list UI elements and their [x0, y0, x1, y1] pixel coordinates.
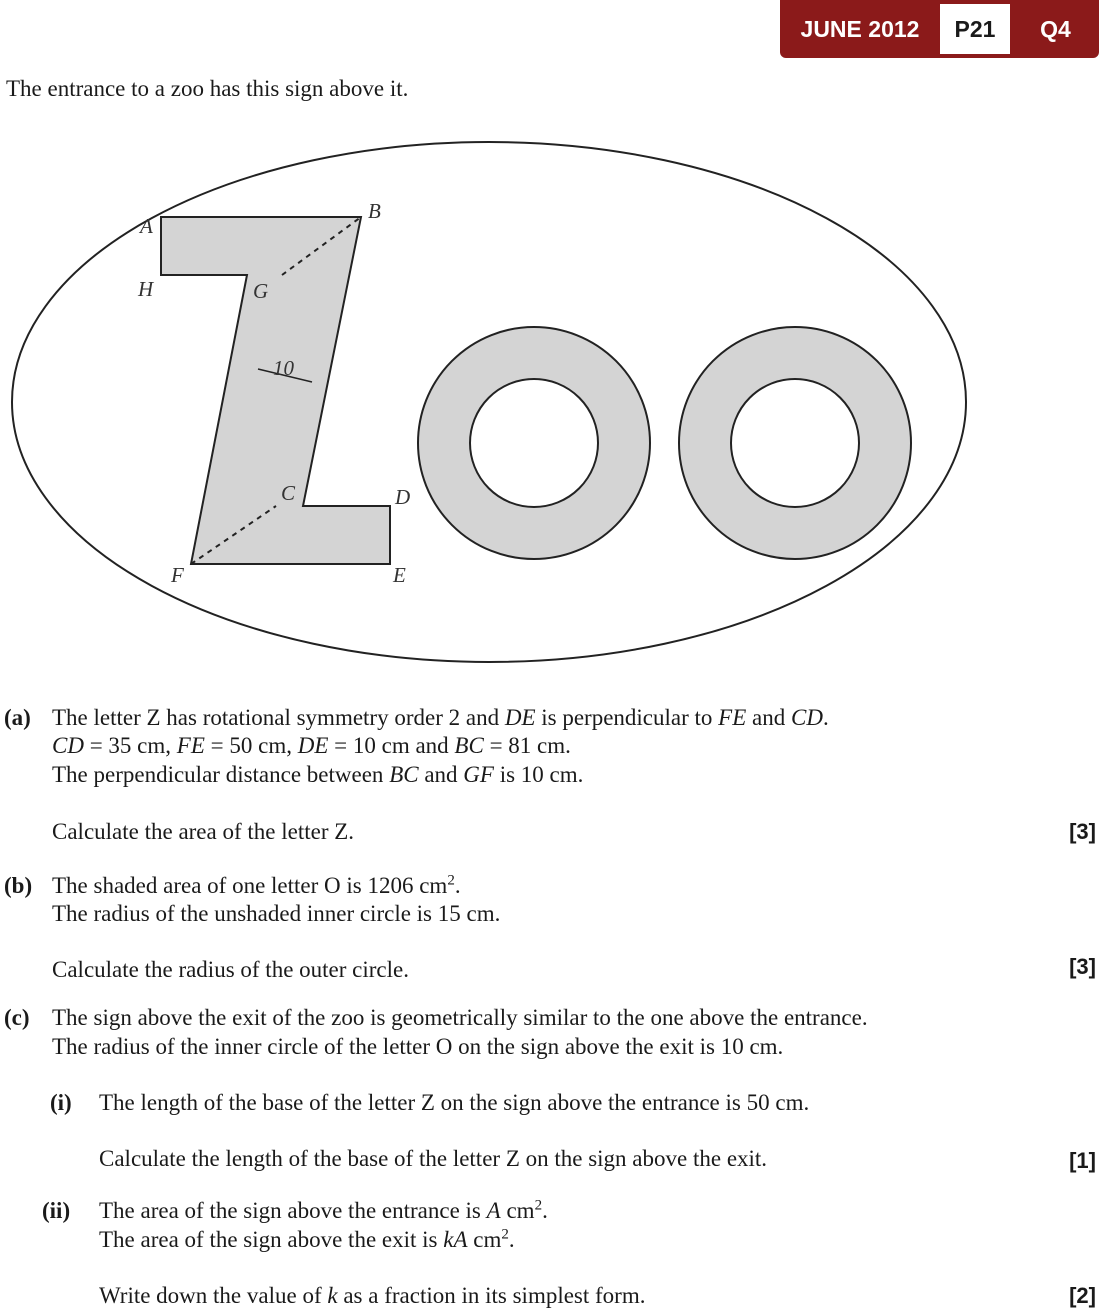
part-c-i-label: (i): [50, 1090, 72, 1115]
part-a-line-1: The letter Z has rotational symmetry order 2 and DE is perpendicular to FE and CD.: [52, 705, 829, 730]
part-c-ii-line-2: The area of the sign above the exit is kA $cm^2$.: [99, 1226, 515, 1252]
part-b-marks: [3]: [1069, 954, 1096, 979]
part-a-label: (a): [4, 705, 31, 730]
part-a-marks: [3]: [1069, 819, 1096, 844]
label-g: G: [253, 279, 269, 303]
part-b-label: (b): [4, 873, 33, 898]
part-a-line-2: CD = 35 cm, FE = 50 cm, DE = 10 cm and BC = 81 cm.: [52, 733, 571, 758]
part-c-label: (c): [4, 1005, 30, 1030]
part-c-i-marks: [1]: [1069, 1148, 1096, 1173]
paper-label: P21: [940, 4, 1010, 54]
label-e: E: [393, 563, 406, 587]
part-b-line-2: The radius of the unshaded inner circle is 15 cm.: [52, 901, 501, 926]
label-f: F: [171, 563, 184, 587]
label-b: B: [368, 199, 381, 223]
label-h: H: [138, 277, 154, 301]
intro-text: The entrance to a zoo has this sign above it.: [6, 76, 409, 101]
part-a-line-3: The perpendicular distance between BC and GF is 10 cm.: [52, 762, 584, 787]
part-c-ii-marks: [2]: [1069, 1283, 1096, 1308]
question-label: Q4: [1040, 16, 1071, 42]
letter-z: [161, 217, 390, 564]
part-c-ii-label: (ii): [42, 1198, 71, 1223]
letter-o-1: [418, 327, 650, 559]
label-d: D: [395, 485, 411, 509]
session-label: JUNE 2012: [800, 16, 920, 42]
part-c-i-task: Calculate the length of the base of the letter Z on the sign above the exit.: [99, 1146, 768, 1171]
part-c-line-1: The sign above the exit of the zoo is geometrically similar to the one above the entrance.: [52, 1005, 868, 1030]
part-b-line-1: The shaded area of one letter O is 1206 $cm^2$.: [52, 872, 461, 898]
label-a: A: [140, 214, 153, 238]
label-width: 10: [273, 356, 294, 380]
letter-o-2: [679, 327, 911, 559]
part-a-task: Calculate the area of the letter Z.: [52, 819, 355, 844]
label-c: C: [281, 481, 296, 505]
part-c-i-line-1: The length of the base of the letter Z on the sign above the entrance is 50 cm.: [99, 1090, 810, 1115]
exam-reference-badge: [780, 0, 1099, 58]
zoo-sign-diagram: [0, 110, 1100, 670]
part-c-ii-line-1: The area of the sign above the entrance is A $cm^2$.: [99, 1197, 548, 1223]
part-b-task: Calculate the radius of the outer circle.: [52, 957, 409, 982]
part-c-line-2: The radius of the inner circle of the letter O on the sign above the exit is 10 cm.: [52, 1034, 784, 1059]
part-c-ii-task: Write down the value of k as a fraction in its simplest form.: [99, 1283, 646, 1308]
